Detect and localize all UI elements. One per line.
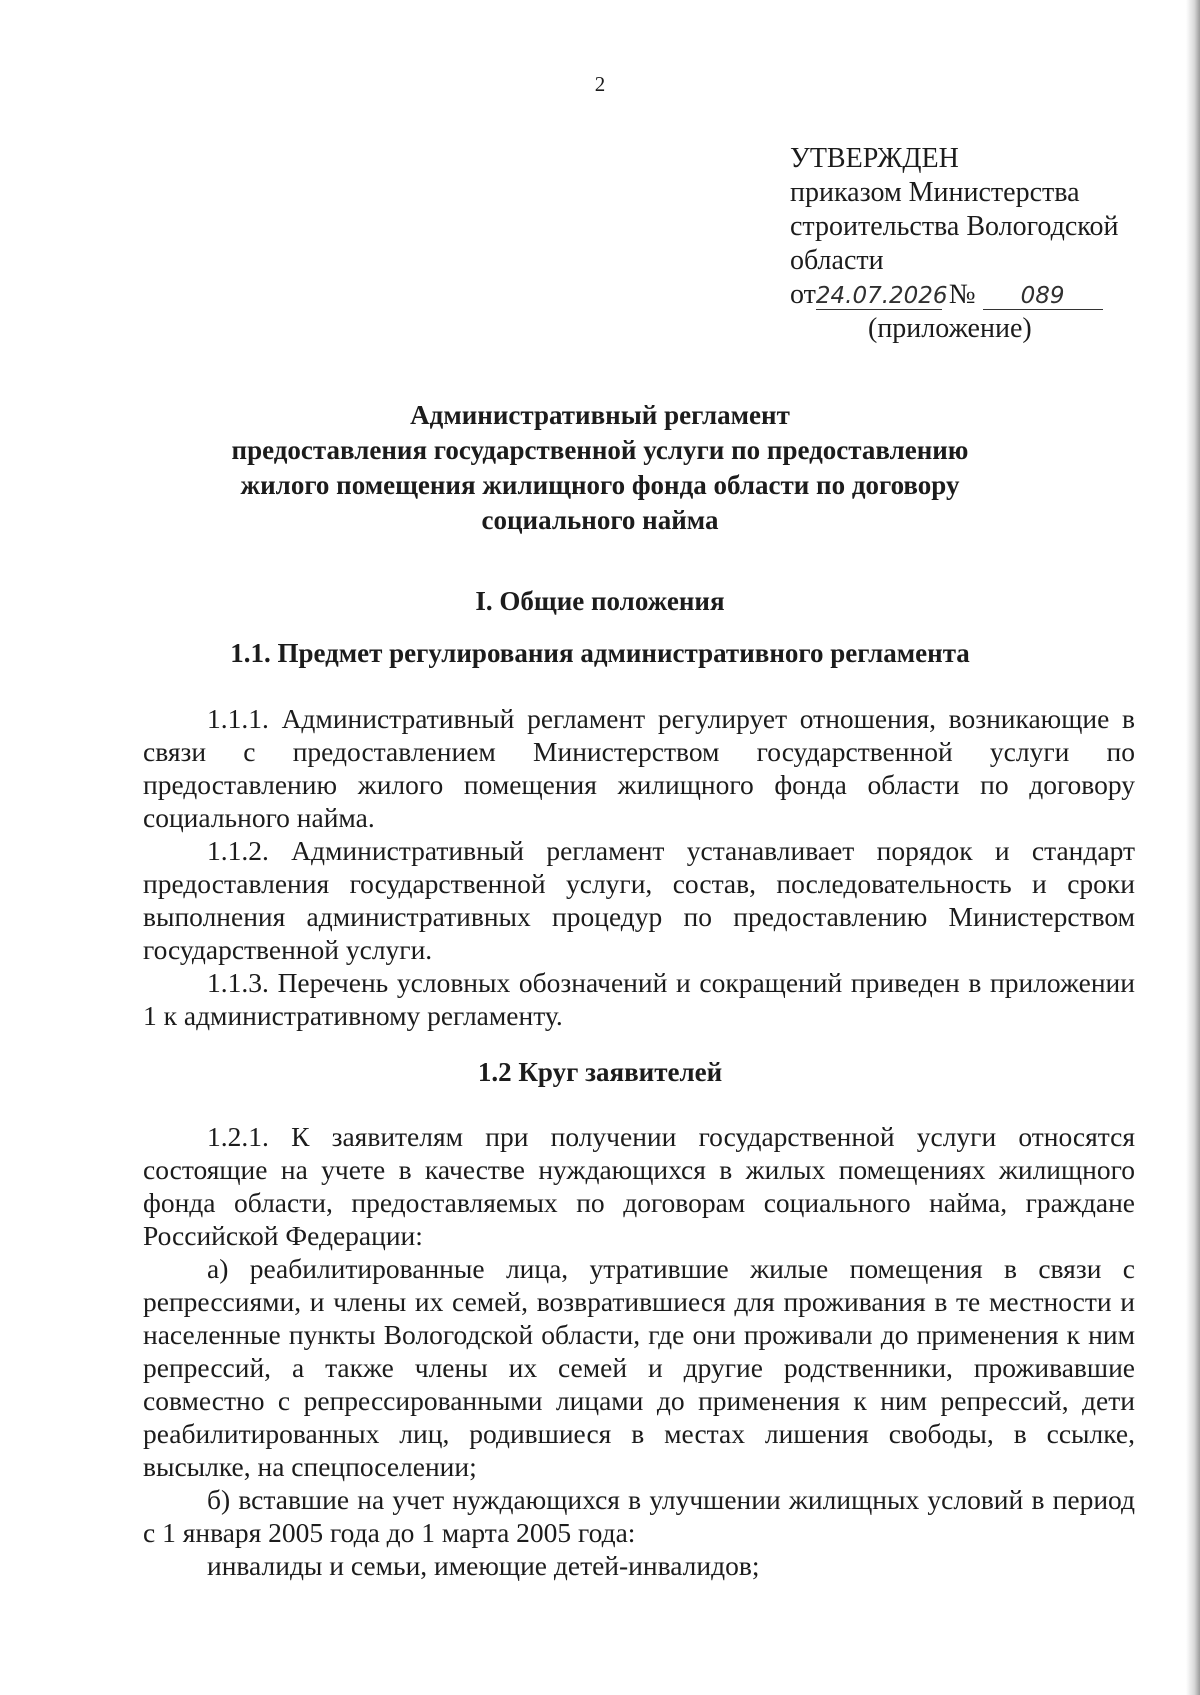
handwritten-date: 24.07.2026 [815,283,948,309]
page-number: 2 [594,72,606,96]
annex-note: (приложение) [868,313,1032,344]
approval-block [790,142,1118,346]
title-line-1: Административный регламент [410,400,790,430]
title-line-4: социального найма [481,505,719,535]
approval-line-2: строительства Вологодской [790,211,1119,242]
number-sign: № [948,279,976,310]
page-edge-shadow [1186,0,1200,1695]
approval-status: УТВЕРЖДЕН [790,143,959,174]
paragraph-item-b: б) вставшие на учет нуждающихся в улучшении жилищных условий в период с 1 января 2005 года до 1 марта 2005 года: [143,1484,1135,1548]
paragraph-1-1-1: 1.1.1. Административный регламент регулирует отношения, возникающие в связи с предоставлением Министерством государственной услуги по предоставлению жилого помещения жилищного фонда области по договору социального найма. [143,703,1135,833]
title-line-3: жилого помещения жилищного фонда области по договору [240,470,960,500]
approval-line-3: области [790,245,884,276]
handwritten-number: 089 [983,283,1103,310]
paragraph-1-2-1: 1.2.1. К заявителям при получении государственной услуги относятся состоящие на учете в качестве нуждающихся в жилых помещениях жилищного фонда области, предоставляемых по договорам социального найма, граждане Российской Федерации: [143,1121,1135,1251]
approval-date-line [790,278,1118,312]
subsection-1-1-body [143,702,1135,1032]
title-line-2: предоставления государственной услуги по предоставлению [231,435,969,465]
subsection-heading-applicants: 1.2 Круг заявителей [477,1057,723,1087]
section-heading-general: I. Общие положения [475,586,725,616]
paragraph-item-a: а) реабилитированные лица, утратившие жилые помещения в связи с репрессиями, и члены их семей, возвратившиеся для проживания в те местности и населенные пункты Вологодской области, где они проживали до применения к ним репрессий, а также члены их семей и другие родственники, проживавшие совместно с репрессированными лицами до применения к ним репрессий, дети реабилитированных лиц, родившиеся в местах лишения свободы, в ссылке, высылке, на спецпоселении; [143,1253,1135,1482]
paragraph-1-1-2: 1.1.2. Административный регламент устанавливает порядок и стандарт предоставления государственной услуги, состав, последовательность и сроки выполнения административных процедур по предоставлению Министерством государственной услуги. [143,835,1135,965]
approval-line-1: приказом Министерства [790,177,1080,208]
paragraph-1-1-3: 1.1.3. Перечень условных обозначений и сокращений приведен в приложении 1 к административному регламенту. [143,967,1135,1031]
subsection-heading-subject: 1.1. Предмет регулирования административного регламента [230,638,970,668]
subsection-1-2-body [143,1120,1135,1582]
document-title [0,398,1200,538]
paragraph-disabled-persons: инвалиды и семьи, имеющие детей-инвалидов; [207,1550,760,1581]
date-prefix: от [790,279,816,310]
